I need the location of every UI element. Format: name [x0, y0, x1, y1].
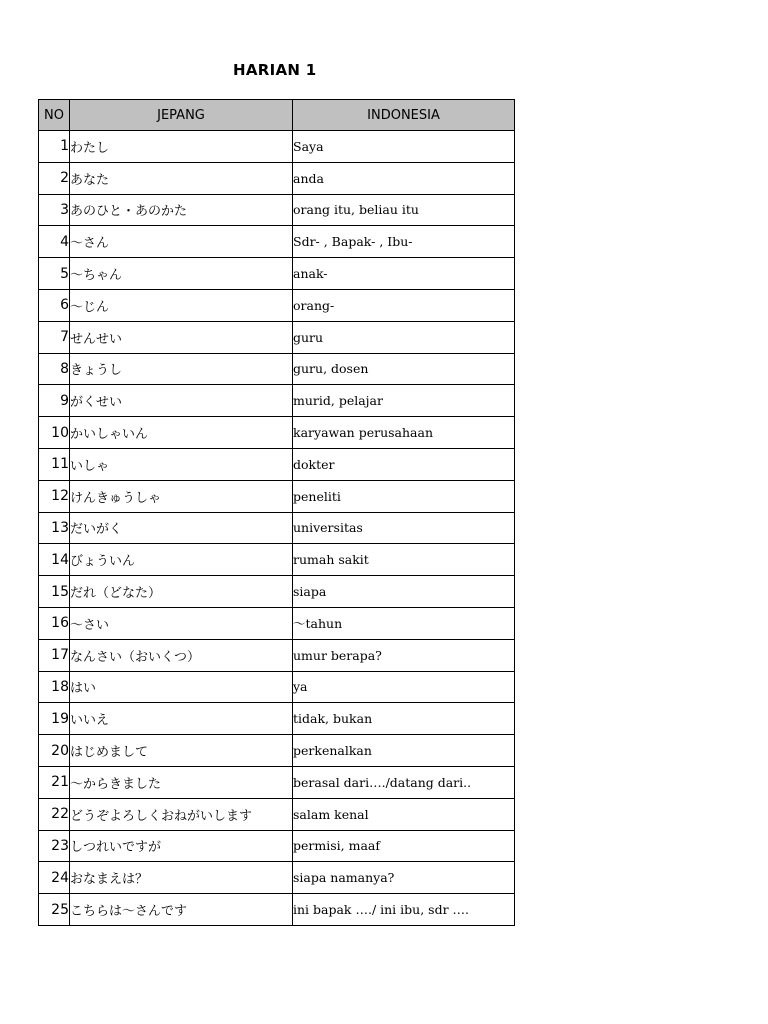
japanese-word-cell: こちらは〜さんです [70, 894, 293, 926]
japanese-word-cell: 〜じん [70, 289, 293, 321]
japanese-word-cell: おなまえは？ [70, 862, 293, 894]
row-number-cell: 8 [39, 353, 70, 385]
japanese-word-cell: だれ（どなた） [70, 576, 293, 608]
table-row [39, 289, 515, 321]
japanese-word-cell: だいがく [70, 512, 293, 544]
indonesian-meaning-cell: orang- [293, 289, 515, 321]
indonesian-meaning-cell: anak- [293, 258, 515, 290]
japanese-word-cell: 〜さい [70, 607, 293, 639]
japanese-word-cell: 〜さん [70, 226, 293, 258]
indonesian-meaning-cell: 〜tahun [293, 607, 515, 639]
header-indonesia: INDONESIA [293, 100, 515, 131]
japanese-word-cell: なんさい（おいくつ） [70, 639, 293, 671]
table-body [39, 131, 515, 926]
indonesian-meaning-cell: rumah sakit [293, 544, 515, 576]
japanese-word-cell: きょうし [70, 353, 293, 385]
row-number-cell: 24 [39, 862, 70, 894]
japanese-word-cell: 〜ちゃん [70, 258, 293, 290]
table-row [39, 862, 515, 894]
japanese-word-cell: はじめまして [70, 735, 293, 767]
table-row [39, 544, 515, 576]
row-number-cell: 25 [39, 894, 70, 926]
table-row [39, 321, 515, 353]
row-number-cell: 10 [39, 417, 70, 449]
indonesian-meaning-cell: guru, dosen [293, 353, 515, 385]
japanese-word-cell: 〜からきました [70, 766, 293, 798]
indonesian-meaning-cell: salam kenal [293, 798, 515, 830]
table-row [39, 258, 515, 290]
table-row [39, 480, 515, 512]
table-row [39, 194, 515, 226]
table-row [39, 353, 515, 385]
row-number-cell: 13 [39, 512, 70, 544]
table-row [39, 607, 515, 639]
table-row [39, 162, 515, 194]
table-row [39, 671, 515, 703]
row-number-cell: 14 [39, 544, 70, 576]
japanese-word-cell: どうぞよろしくおねがいします [70, 798, 293, 830]
row-number-cell: 1 [39, 131, 70, 163]
indonesian-meaning-cell: guru [293, 321, 515, 353]
indonesian-meaning-cell: siapa namanya? [293, 862, 515, 894]
indonesian-meaning-cell: dokter [293, 448, 515, 480]
row-number-cell: 21 [39, 766, 70, 798]
indonesian-meaning-cell: umur berapa? [293, 639, 515, 671]
row-number-cell: 3 [39, 194, 70, 226]
row-number-cell: 7 [39, 321, 70, 353]
row-number-cell: 5 [39, 258, 70, 290]
table-row [39, 894, 515, 926]
indonesian-meaning-cell: perkenalkan [293, 735, 515, 767]
row-number-cell: 20 [39, 735, 70, 767]
row-number-cell: 9 [39, 385, 70, 417]
row-number-cell: 19 [39, 703, 70, 735]
table-row [39, 385, 515, 417]
indonesian-meaning-cell: tidak, bukan [293, 703, 515, 735]
table-row [39, 512, 515, 544]
japanese-word-cell: けんきゅうしゃ [70, 480, 293, 512]
japanese-word-cell: いしゃ [70, 448, 293, 480]
indonesian-meaning-cell: ya [293, 671, 515, 703]
table-row [39, 703, 515, 735]
header-jepang: JEPANG [70, 100, 293, 131]
row-number-cell: 12 [39, 480, 70, 512]
japanese-word-cell: かいしゃいん [70, 417, 293, 449]
indonesian-meaning-cell: orang itu, beliau itu [293, 194, 515, 226]
header-no: NO [39, 100, 70, 131]
row-number-cell: 18 [39, 671, 70, 703]
vocabulary-table [38, 99, 515, 926]
indonesian-meaning-cell: ini bapak …./ ini ibu, sdr …. [293, 894, 515, 926]
row-number-cell: 22 [39, 798, 70, 830]
row-number-cell: 23 [39, 830, 70, 862]
japanese-word-cell: あなた [70, 162, 293, 194]
indonesian-meaning-cell: permisi, maaf [293, 830, 515, 862]
japanese-word-cell: がくせい [70, 385, 293, 417]
table-row [39, 448, 515, 480]
table-row [39, 735, 515, 767]
indonesian-meaning-cell: universitas [293, 512, 515, 544]
row-number-cell: 16 [39, 607, 70, 639]
table-row [39, 639, 515, 671]
indonesian-meaning-cell: karyawan perusahaan [293, 417, 515, 449]
row-number-cell: 4 [39, 226, 70, 258]
row-number-cell: 15 [39, 576, 70, 608]
japanese-word-cell: あのひと・あのかた [70, 194, 293, 226]
indonesian-meaning-cell: anda [293, 162, 515, 194]
row-number-cell: 6 [39, 289, 70, 321]
table-row [39, 798, 515, 830]
japanese-word-cell: いいえ [70, 703, 293, 735]
indonesian-meaning-cell: Saya [293, 131, 515, 163]
row-number-cell: 11 [39, 448, 70, 480]
table-header [39, 100, 515, 131]
indonesian-meaning-cell: berasal dari…./datang dari.. [293, 766, 515, 798]
table-row [39, 417, 515, 449]
table-row [39, 576, 515, 608]
document-title: HARIAN 1 [233, 61, 317, 79]
japanese-word-cell: しつれいですが [70, 830, 293, 862]
japanese-word-cell: せんせい [70, 321, 293, 353]
indonesian-meaning-cell: Sdr- , Bapak- , Ibu- [293, 226, 515, 258]
indonesian-meaning-cell: siapa [293, 576, 515, 608]
indonesian-meaning-cell: peneliti [293, 480, 515, 512]
japanese-word-cell: びょういん [70, 544, 293, 576]
japanese-word-cell: わたし [70, 131, 293, 163]
table-row [39, 830, 515, 862]
table-row [39, 226, 515, 258]
row-number-cell: 17 [39, 639, 70, 671]
table-row [39, 766, 515, 798]
row-number-cell: 2 [39, 162, 70, 194]
indonesian-meaning-cell: murid, pelajar [293, 385, 515, 417]
table-row [39, 131, 515, 163]
header-row [39, 100, 515, 131]
japanese-word-cell: はい [70, 671, 293, 703]
